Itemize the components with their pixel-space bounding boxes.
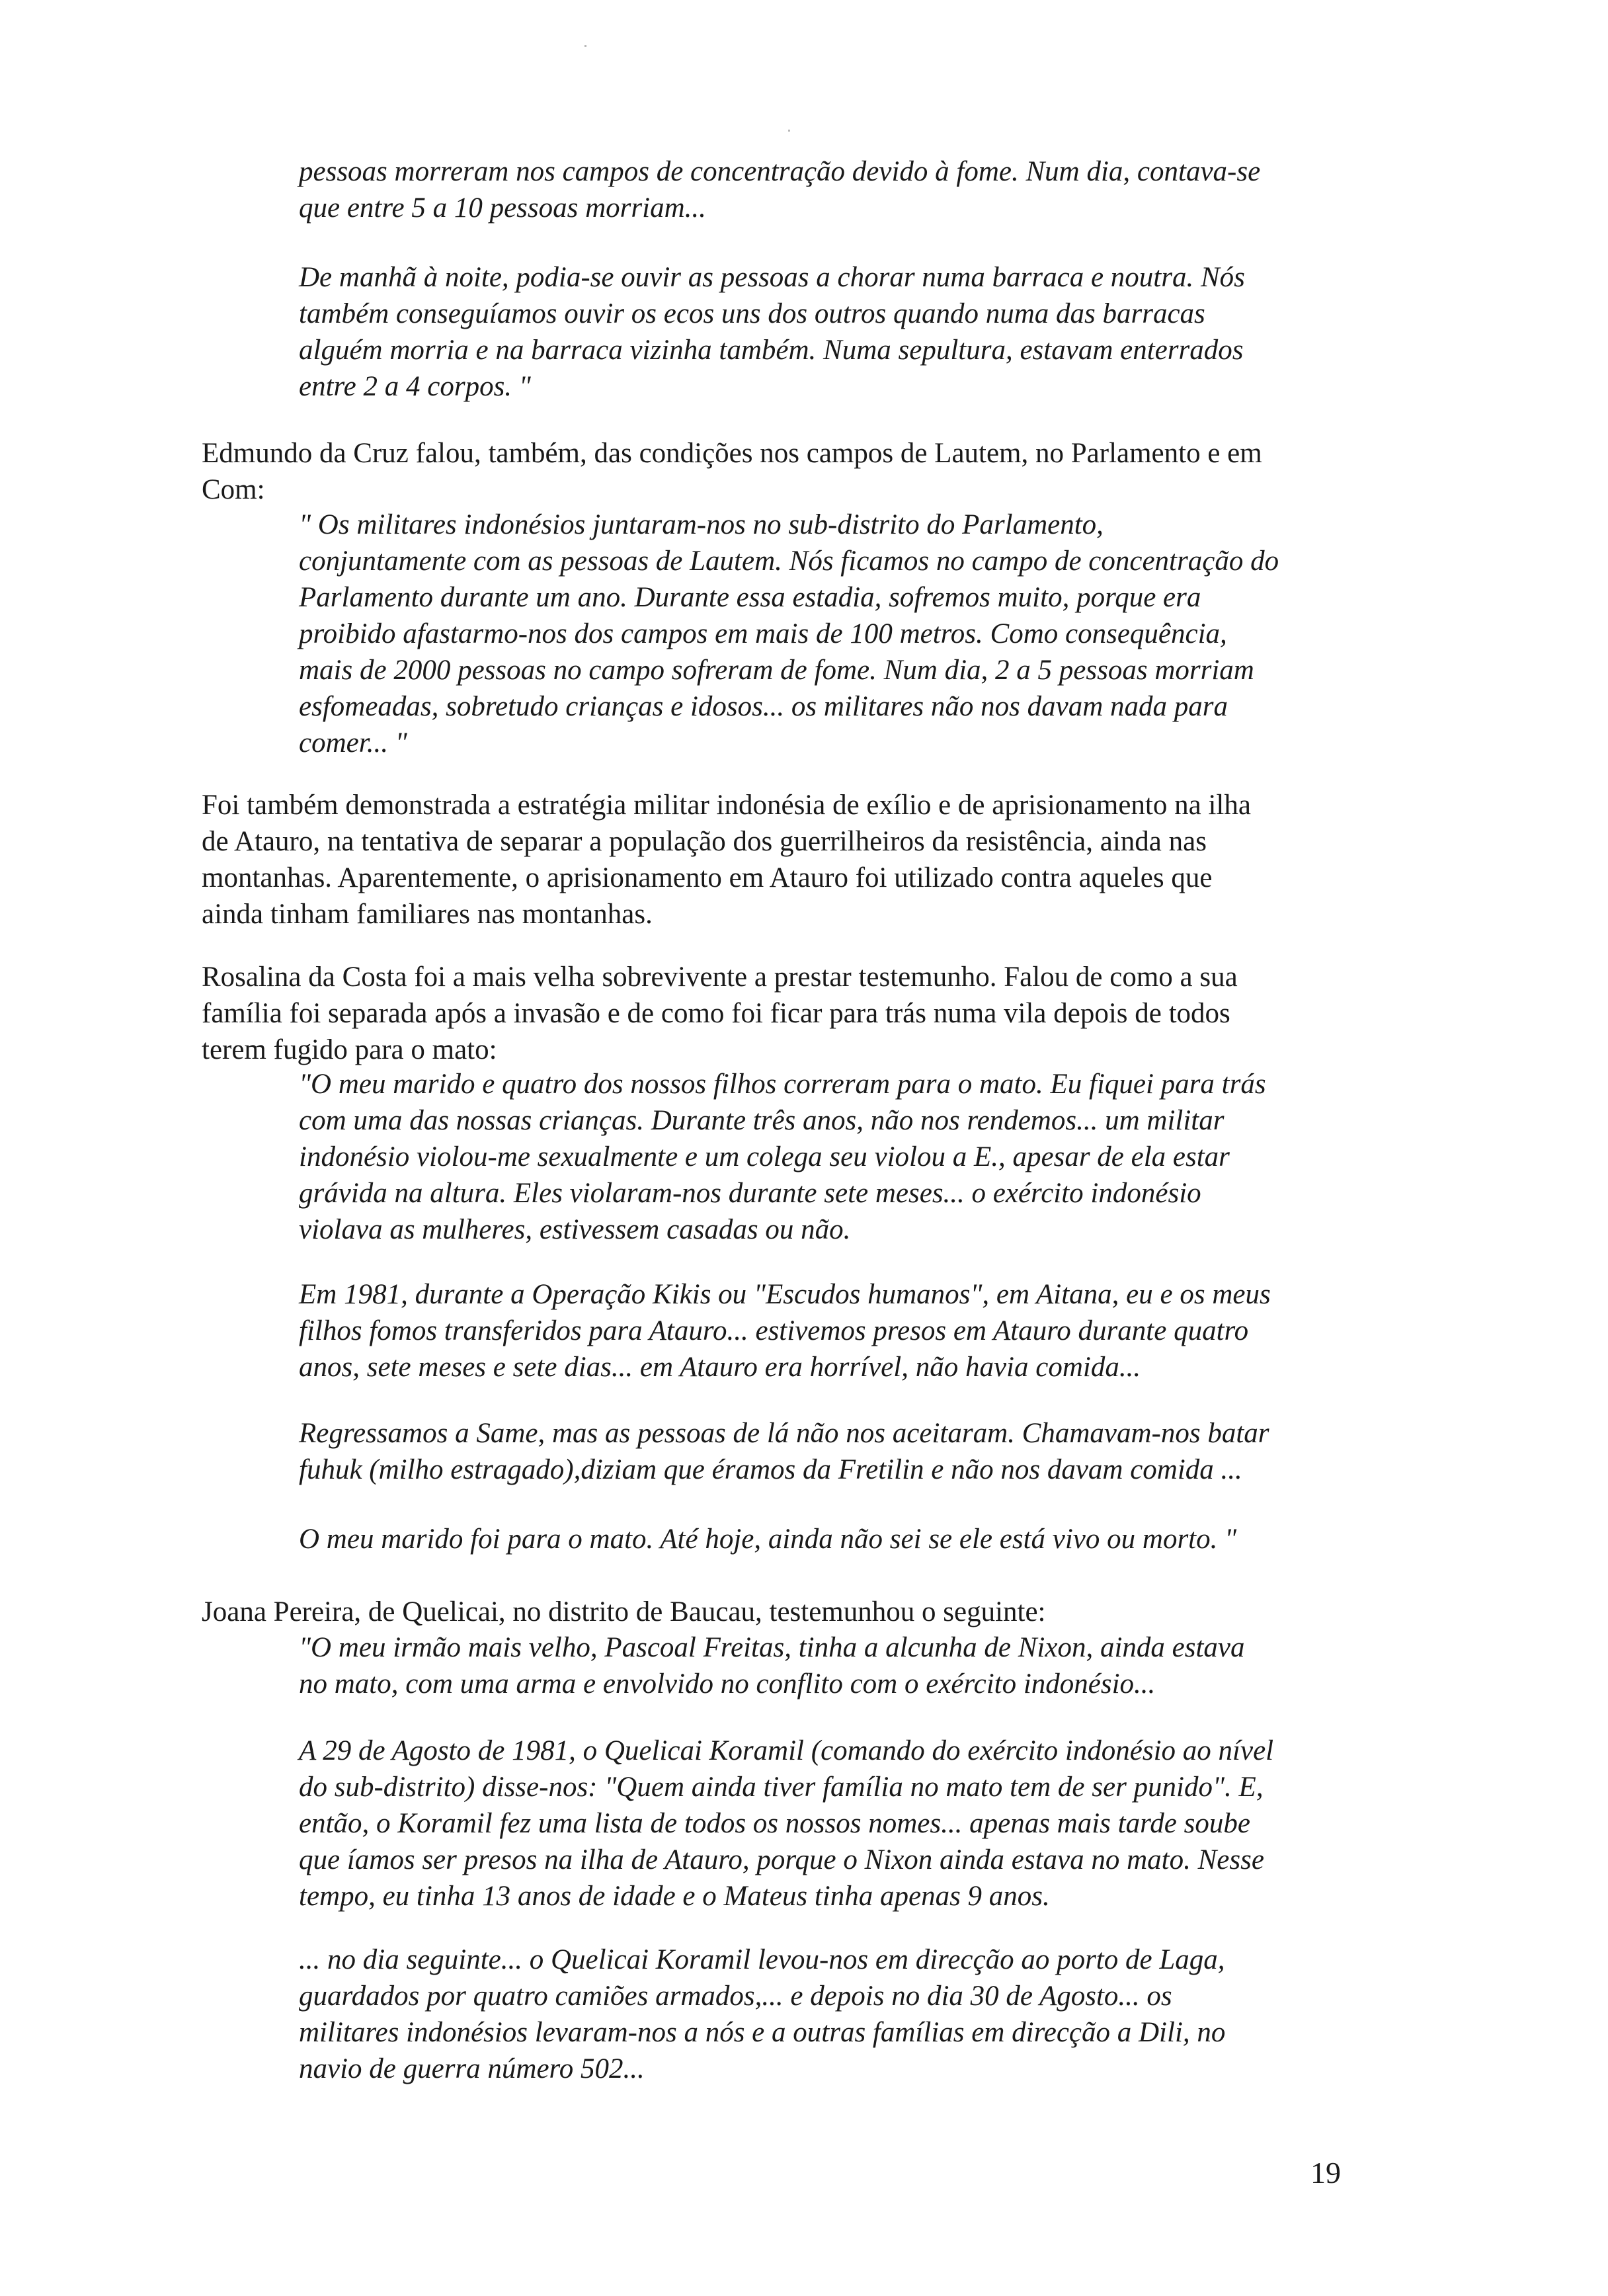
text-line: comer... " — [299, 727, 407, 758]
text-line: esfomeadas, sobretudo crianças e idosos... os militares não nos davam nada para — [299, 691, 1228, 722]
text-line: mais de 2000 pessoas no campo sofreram de fome. Num dia, 2 a 5 pessoas morriam — [299, 655, 1254, 686]
text-line: que íamos ser presos na ilha de Atauro, porque o Nixon ainda estava no mato. Nesse — [299, 1844, 1264, 1875]
page-number: 19 — [1310, 2156, 1341, 2190]
body-paragraph — [202, 435, 1392, 508]
scan-speck — [788, 130, 790, 132]
text-line: terem fugido para o mato: — [202, 1034, 497, 1065]
text-line: que entre 5 a 10 pessoas morriam... — [299, 192, 706, 224]
text-line: do sub-distrito) disse-nos: "Quem ainda tiver família no mato tem de ser punido". E, — [299, 1772, 1264, 1803]
quote-paragraph — [299, 1276, 1357, 1385]
text-line: militares indonésios levaram-nos a nós e a outras famílias em direcção a Dili, no — [299, 2017, 1226, 2048]
text-line: montanhas. Aparentemente, o aprisionamento em Atauro foi utilizado contra aqueles que — [202, 862, 1213, 893]
quote-paragraph — [299, 1629, 1357, 1702]
text-line: navio de guerra número 502... — [299, 2053, 645, 2084]
text-line: Rosalina da Costa foi a mais velha sobrevivente a prestar testemunho. Falou de como a sua — [202, 962, 1238, 993]
text-line: " Os militares indonésios juntaram-nos no sub-distrito do Parlamento, — [299, 509, 1104, 540]
text-line: pessoas morreram nos campos de concentração devido à fome. Num dia, contava-se — [299, 156, 1261, 187]
quote-paragraph — [299, 1733, 1357, 1914]
text-line: grávida na altura. Eles violaram-nos durante sete meses... o exército indonésio — [299, 1178, 1201, 1209]
text-line: Regressamos a Same, mas as pessoas de lá não nos aceitaram. Chamavam-nos batar — [299, 1418, 1269, 1449]
quote-paragraph — [299, 259, 1357, 405]
text-line: ainda tinham familiares nas montanhas. — [202, 899, 653, 930]
text-line: A 29 de Agosto de 1981, o Quelicai Koramil (comando do exército indonésio ao nível — [299, 1735, 1274, 1766]
quote-paragraph — [299, 153, 1357, 226]
scan-speck — [584, 45, 586, 47]
quote-paragraph — [299, 507, 1357, 761]
quote-paragraph — [299, 1521, 1357, 1557]
text-line: violava as mulheres, estivessem casadas ou não. — [299, 1214, 851, 1245]
text-line: Foi também demonstrada a estratégia militar indonésia de exílio e de aprisionamento na ilha — [202, 790, 1251, 821]
text-line: também conseguíamos ouvir os ecos uns dos outros quando numa das barracas — [299, 298, 1205, 329]
text-line: proibido afastarmo-nos dos campos em mais de 100 metros. Como consequência, — [299, 618, 1227, 649]
text-line: Joana Pereira, de Quelicai, no distrito de Baucau, testemunhou o seguinte: — [202, 1596, 1046, 1627]
text-line: tempo, eu tinha 13 anos de idade e o Mateus tinha apenas 9 anos. — [299, 1881, 1050, 1912]
text-line: então, o Koramil fez uma lista de todos os nossos nomes... apenas mais tarde soube — [299, 1808, 1250, 1839]
body-paragraph — [202, 787, 1392, 932]
text-line: guardados por quatro camiões armados,... e depois no dia 30 de Agosto... os — [299, 1981, 1172, 2012]
quote-paragraph — [299, 1942, 1357, 2087]
text-line: conjuntamente com as pessoas de Lautem. Nós ficamos no campo de concentração do — [299, 546, 1279, 577]
text-line: "O meu marido e quatro dos nossos filhos correram para o mato. Eu fiquei para trás — [299, 1069, 1266, 1100]
text-line: de Atauro, na tentativa de separar a população dos guerrilheiros da resistência, ainda nas — [202, 826, 1207, 857]
text-line: Em 1981, durante a Operação Kikis ou "Escudos humanos", em Aitana, eu e os meus — [299, 1279, 1271, 1310]
text-line: fuhuk (milho estragado),diziam que éramos da Fretilin e não nos davam comida ... — [299, 1454, 1242, 1485]
text-line: Parlamento durante um ano. Durante essa estadia, sofremos muito, porque era — [299, 582, 1201, 613]
text-line: De manhã à noite, podia-se ouvir as pessoas a chorar numa barraca e noutra. Nós — [299, 262, 1245, 293]
quote-paragraph — [299, 1415, 1357, 1488]
text-line: no mato, com uma arma e envolvido no conflito com o exército indonésio... — [299, 1668, 1156, 1700]
text-line: indonésio violou-me sexualmente e um colega seu violou a E., apesar de ela estar — [299, 1141, 1230, 1172]
text-line: família foi separada após a invasão e de como foi ficar para trás numa vila depois de todos — [202, 998, 1230, 1029]
body-paragraph — [202, 1594, 1392, 1630]
quote-paragraph — [299, 1066, 1357, 1248]
text-line: entre 2 a 4 corpos. " — [299, 371, 531, 402]
text-line: O meu marido foi para o mato. Até hoje, ainda não sei se ele está vivo ou morto. " — [299, 1524, 1237, 1555]
text-line: filhos fomos transferidos para Atauro... estivemos presos em Atauro durante quatro — [299, 1315, 1249, 1346]
text-line: ... no dia seguinte... o Quelicai Koramil levou-nos em direcção ao porto de Laga, — [299, 1944, 1225, 1975]
text-line: Edmundo da Cruz falou, também, das condições nos campos de Lautem, no Parlamento e em — [202, 438, 1262, 469]
text-line: com uma das nossas crianças. Durante três anos, não nos rendemos... um militar — [299, 1105, 1225, 1136]
body-paragraph — [202, 959, 1392, 1068]
text-line: "O meu irmão mais velho, Pascoal Freitas, tinha a alcunha de Nixon, ainda estava — [299, 1632, 1245, 1663]
text-line: Com: — [202, 474, 265, 505]
text-line: alguém morria e na barraca vizinha também. Numa sepultura, estavam enterrados — [299, 335, 1244, 366]
text-line: anos, sete meses e sete dias... em Atauro era horrível, não havia comida... — [299, 1352, 1141, 1383]
